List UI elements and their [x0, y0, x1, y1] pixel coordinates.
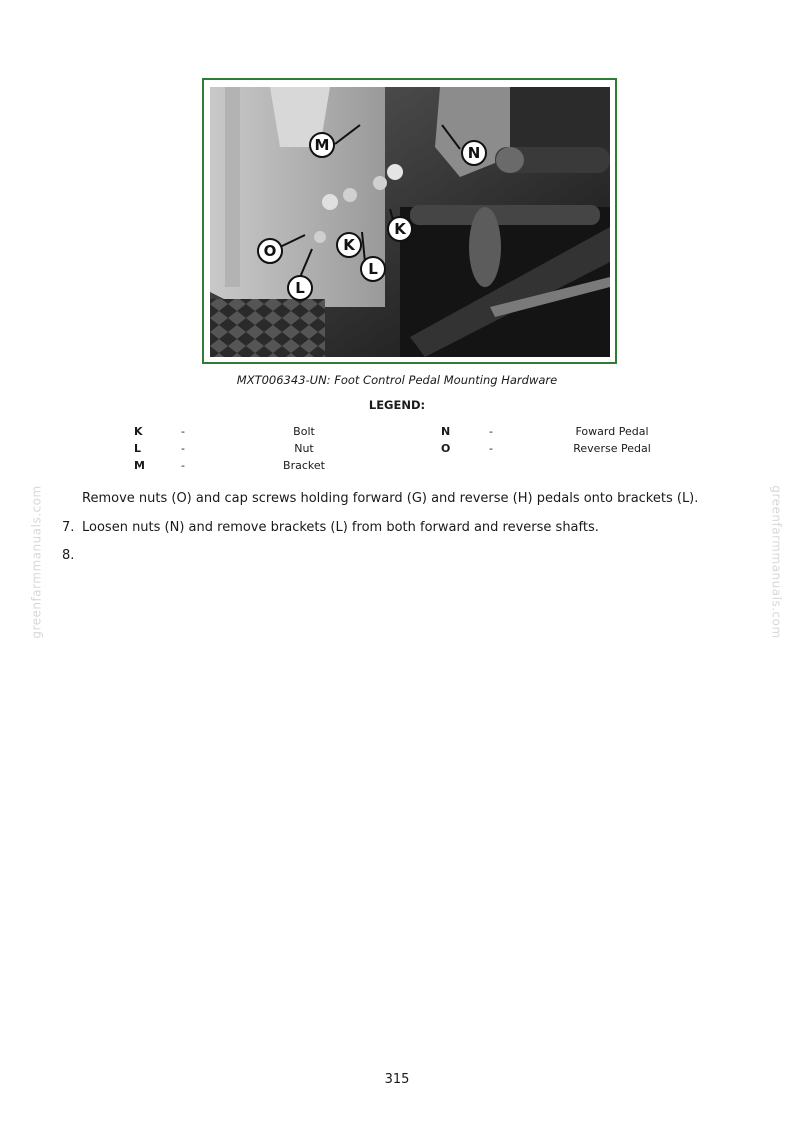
- step-number: 8.: [62, 548, 75, 563]
- callout-l-2: [288, 276, 312, 300]
- callout-k-1: [337, 233, 361, 257]
- watermark-right: greenfarmmanuals.com: [769, 485, 784, 639]
- legend-dash: -: [181, 425, 185, 438]
- step-number: 7.: [62, 520, 75, 535]
- figure-caption: MXT006343-UN: Foot Control Pedal Mounting Hardware: [236, 373, 558, 387]
- legend-dash: -: [489, 425, 493, 438]
- legend-desc: Foward Pedal: [575, 425, 649, 438]
- callout-n: [462, 141, 486, 165]
- page-number: 315: [384, 1072, 410, 1087]
- figure-frame: [202, 78, 617, 364]
- pedal-hardware-photo: [210, 87, 610, 357]
- legend-dash: -: [181, 459, 185, 472]
- callout-k-2: [388, 217, 412, 241]
- legend-title: LEGEND:: [368, 398, 426, 412]
- svg-text:O: O: [263, 242, 277, 260]
- legend-code: N: [441, 425, 451, 438]
- legend-dash: -: [181, 442, 185, 455]
- watermark-left: greenfarmmanuals.com: [29, 485, 44, 639]
- step-text: Remove nuts (O) and cap screws holding forward (G) and reverse (H) pedals onto brackets (L).: [82, 491, 699, 506]
- legend-desc: Bolt: [293, 425, 315, 438]
- callout-l-1: [361, 257, 385, 281]
- svg-text:K: K: [394, 220, 406, 238]
- legend-desc: Reverse Pedal: [573, 442, 651, 455]
- svg-text:K: K: [343, 236, 355, 254]
- svg-text:L: L: [295, 279, 305, 297]
- svg-text:M: M: [314, 136, 330, 154]
- legend-code: L: [134, 442, 142, 455]
- legend-code: M: [134, 459, 145, 472]
- legend-dash: -: [489, 442, 493, 455]
- step-text: Loosen nuts (N) and remove brackets (L) from both forward and reverse shafts.: [82, 520, 599, 535]
- legend-desc: Bracket: [283, 459, 325, 472]
- legend-desc: Nut: [294, 442, 314, 455]
- legend-code: K: [134, 425, 143, 438]
- svg-text:L: L: [368, 260, 378, 278]
- callout-o: [258, 239, 282, 263]
- callout-m: [310, 133, 334, 157]
- svg-text:N: N: [467, 144, 481, 162]
- legend-code: O: [441, 442, 451, 455]
